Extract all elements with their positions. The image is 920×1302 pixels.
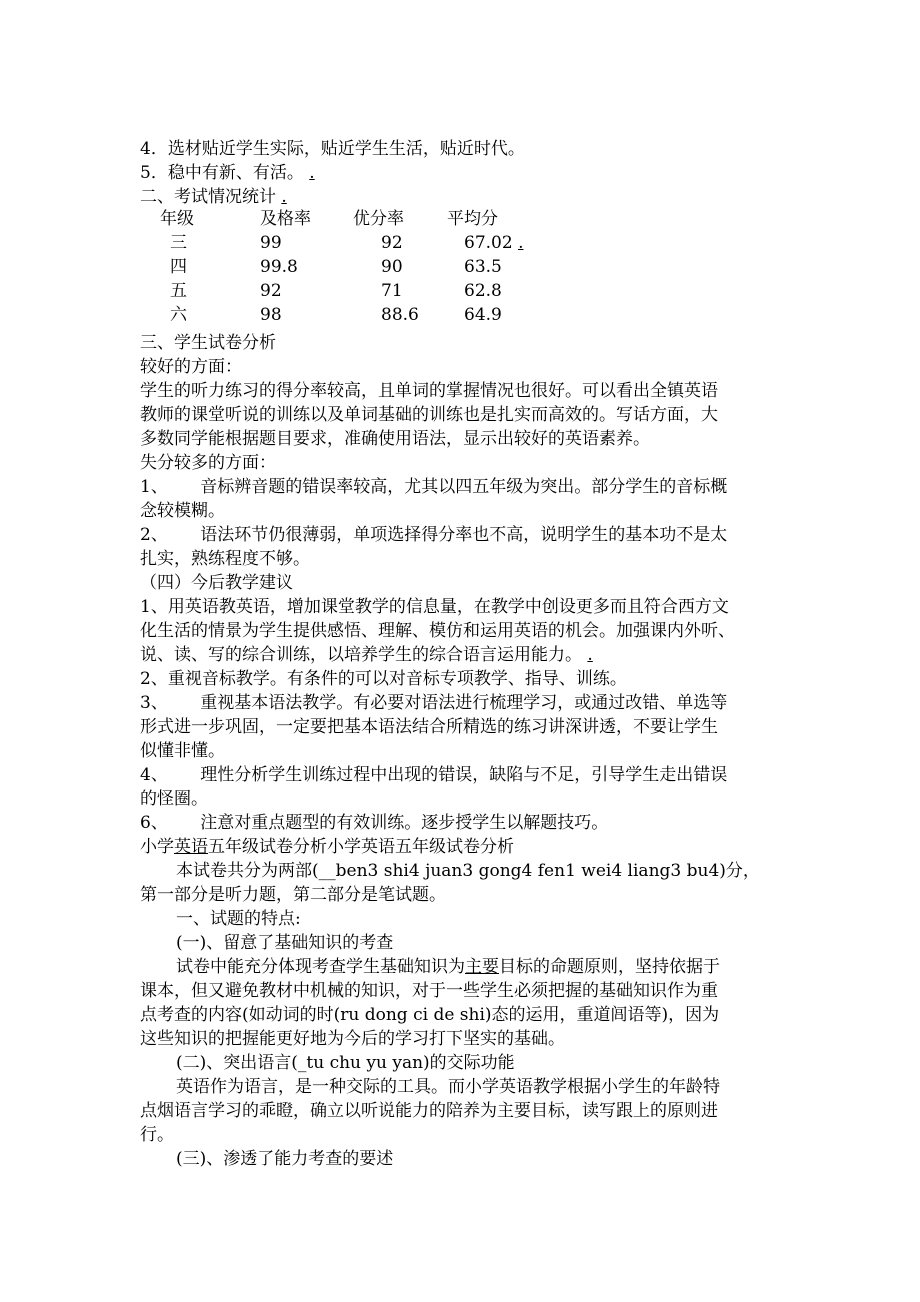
table-cell: 67.02 . <box>464 233 524 253</box>
text-line: 英语作为语言，是一种交际的工具。而小学英语教学根据小学生的年龄特 <box>176 1077 720 1097</box>
text-line: 似懂非懂。 <box>140 741 225 761</box>
section-heading: 二、考试情况统计 . <box>140 187 287 207</box>
text-line: 教师的课堂听说的训练以及单词基础的训练也是扎实而高效的。写话方面，大 <box>140 405 718 425</box>
document-title: 小学英语五年级试卷分析小学英语五年级试卷分析 <box>140 837 514 857</box>
text-line: 第一部分是听力题，第二部分是笔试题。 <box>140 885 446 905</box>
table-row <box>140 255 523 279</box>
text-line: 1、 音标辨音题的错误率较高，尤其以四五年级为突出。部分学生的音标概 <box>140 477 728 497</box>
text-line: 多数同学能根据题目要求，准确使用语法，显示出较好的英语素养。 <box>140 429 650 449</box>
column-header-pass-rate: 及格率 <box>260 209 311 229</box>
text-line: 2、 语法环节仍很薄弱，单项选择得分率也不高，说明学生的基本功不是太 <box>140 525 728 545</box>
text-line: 形式进一步巩固，一定要把基本语法结合所精选的练习讲深讲透，不要让学生 <box>140 717 718 737</box>
subheading: (二)、突出语言(_tu chu yu yan)的交际功能 <box>176 1053 515 1073</box>
table-cell: 六 <box>170 305 187 325</box>
text-line: 4．选材贴近学生实际，贴近学生生活，贴近时代。 <box>140 139 525 159</box>
subheading: (一)、留意了基础知识的考查 <box>176 933 394 953</box>
table-cell: 五 <box>170 281 187 301</box>
hyperlink-english[interactable]: 英语 <box>174 837 208 857</box>
text-line: 1、用英语教英语，增加课堂教学的信息量，在教学中创设更多而且符合西方文 <box>140 597 729 617</box>
text-line: 扎实，熟练程度不够。 <box>140 549 310 569</box>
table-row <box>140 231 523 255</box>
subheading: (三)、渗透了能力考查的要述 <box>176 1149 394 1169</box>
text-line: 说、读、写的综合训练，以培养学生的综合语言运用能力。 . <box>140 645 593 665</box>
text-line: 5．稳中有新、有活。 . <box>140 163 315 183</box>
text-line: 2、重视音标教学。有条件的可以对音标专项教学、指导、训练。 <box>140 669 627 689</box>
table-cell: 三 <box>170 233 187 253</box>
text-line: 课本，但又避免教材中机械的知识，对于一些学生必须把握的基础知识作为重 <box>140 981 718 1001</box>
text-line: 试卷中能充分体现考查学生基础知识为主要目标的命题原则，坚持依据于 <box>176 957 720 977</box>
table-cell: 62.8 <box>464 281 502 301</box>
table-cell: 90 <box>381 257 403 277</box>
column-header-grade: 年级 <box>160 209 194 229</box>
text-line: 行。 <box>140 1125 174 1145</box>
dot-mark: . <box>281 187 287 207</box>
table-row <box>140 279 523 303</box>
column-header-excellent-rate: 优分率 <box>353 209 404 229</box>
text-line: 点考查的内容(如动词的时(ru dong ci de shi)态的运用，重道闾语等)，因为 <box>140 1005 720 1025</box>
section-heading: 三、学生试卷分析 <box>140 333 276 353</box>
column-header-average: 平均分 <box>447 209 498 229</box>
text-line: 6、 注意对重点题型的有效训练。逐步授学生以解题技巧。 <box>140 813 609 833</box>
table-cell: 63.5 <box>464 257 502 277</box>
text-line: 的怪圈。 <box>140 789 208 809</box>
table-row <box>140 303 523 327</box>
text-line: 学生的听力练习的得分率较高，且单词的掌握情况也很好。可以看出全镇英语 <box>140 381 718 401</box>
table-cell: 99.8 <box>260 257 298 277</box>
table-cell: 98 <box>260 305 282 325</box>
table-cell: 92 <box>260 281 282 301</box>
table-cell: 四 <box>170 257 187 277</box>
text-line: 这些知识的把握能更好地为今后的学习打下坚实的基础。 <box>140 1029 565 1049</box>
text-line: 化生活的情景为学生提供感悟、理解、模仿和运用英语的机会。加强课内外听、 <box>140 621 735 641</box>
table-cell: 92 <box>381 233 403 253</box>
table-cell: 88.6 <box>381 305 419 325</box>
text-line: 4、 理性分析学生训练过程中出现的错误，缺陷与不足，引导学生走出错误 <box>140 765 728 785</box>
exam-statistics-table <box>140 207 523 327</box>
table-cell: 71 <box>381 281 403 301</box>
section-heading: （四）今后教学建议 <box>140 573 293 593</box>
table-header-row <box>140 207 523 231</box>
text-line: 点烟语言学习的乖瞪，确立以听说能力的陪养为主要目标，读写跟上的原则进 <box>140 1101 718 1121</box>
subheading: 失分较多的方面： <box>140 453 276 473</box>
dot-mark: . <box>309 163 315 183</box>
text-line: 念较模糊。 <box>140 501 225 521</box>
text-line: 3、 重视基本语法教学。有必要对语法进行梳理学习，或通过改错、单选等 <box>140 693 728 713</box>
dot-mark: . <box>518 233 524 253</box>
subheading: 较好的方面： <box>140 357 242 377</box>
text-line: 本试卷共分为两部(__ben3 shi4 juan3 gong4 fen1 wei4 liang3 bu4)分， <box>176 861 760 881</box>
hyperlink-main[interactable]: 主要 <box>465 957 499 977</box>
section-heading: 一、试题的特点: <box>176 909 301 929</box>
table-cell: 99 <box>260 233 282 253</box>
dot-mark: . <box>587 645 593 665</box>
table-cell: 64.9 <box>464 305 502 325</box>
